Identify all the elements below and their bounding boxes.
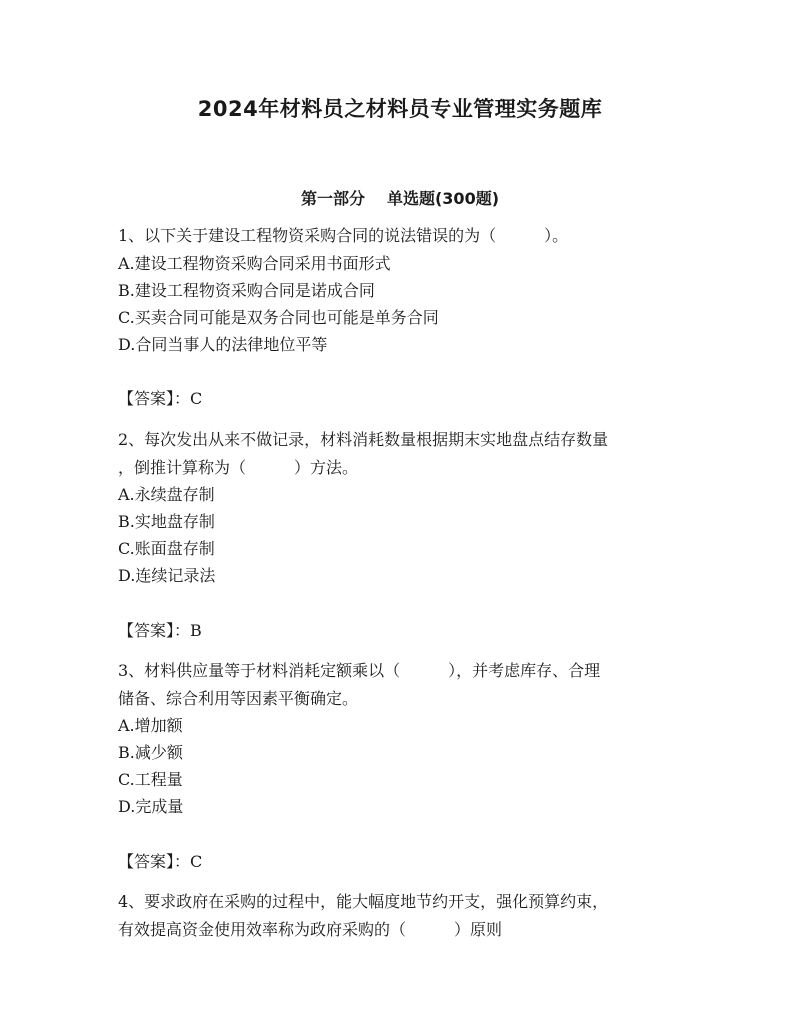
answer-value: C [190,389,203,408]
question-3-option-c: C.工程量 [118,770,183,789]
question-2-option-d: D.连续记录法 [118,566,216,585]
question-1-option-a: A.建设工程物资采购合同采用书面形式 [118,254,391,273]
question-2-option-b: B.实地盘存制 [118,512,215,531]
question-2-stem-line-2: ，倒推计算称为（ ）方法。 [118,458,359,477]
question-1-option-c: C.买卖合同可能是双务合同也可能是单务合同 [118,308,439,327]
section-heading [0,186,800,209]
question-2-option-a: A.永续盘存制 [118,485,215,504]
document-title: 2024年材料员之材料员专业管理实务题库 [197,97,603,121]
question-3-stem-line-1: 3、材料供应量等于材料消耗定额乘以（ ），并考虑库存、合理 [118,661,601,680]
question-3-option-b: B.减少额 [118,743,183,762]
question-3-stem-line-2: 储备、综合利用等因素平衡确定。 [118,689,359,708]
question-3-answer [118,852,202,872]
question-1-option-b: B.建设工程物资采购合同是诺成合同 [118,281,375,300]
question-1-stem: 1、以下关于建设工程物资采购合同的说法错误的为（ ）。 [118,226,569,245]
answer-label: 【答案】： [118,621,191,640]
section-part: 第一部分 [300,189,365,208]
question-3-option-d: D.完成量 [118,797,184,816]
question-2-option-c: C.账面盘存制 [118,539,215,558]
question-2-stem-line-1: 2、每次发出从来不做记录，材料消耗数量根据期末实地盘点结存数量 [118,430,609,449]
question-1-option-d: D.合同当事人的法律地位平等 [118,335,328,354]
question-4-stem-line-2: 有效提高资金使用效率称为政府采购的（ ）原则 [118,920,503,939]
question-4-stem-line-1: 4、要求政府在采购的过程中，能大幅度地节约开支，强化预算约束， [118,892,609,911]
question-1-answer [118,389,202,409]
answer-label: 【答案】： [118,852,191,871]
answer-label: 【答案】： [118,389,191,408]
answer-value: C [190,852,203,871]
answer-value: B [190,621,202,640]
question-2-answer [118,621,202,641]
question-3-option-a: A.增加额 [118,716,183,735]
section-name: 单选题(300题) [386,189,500,208]
